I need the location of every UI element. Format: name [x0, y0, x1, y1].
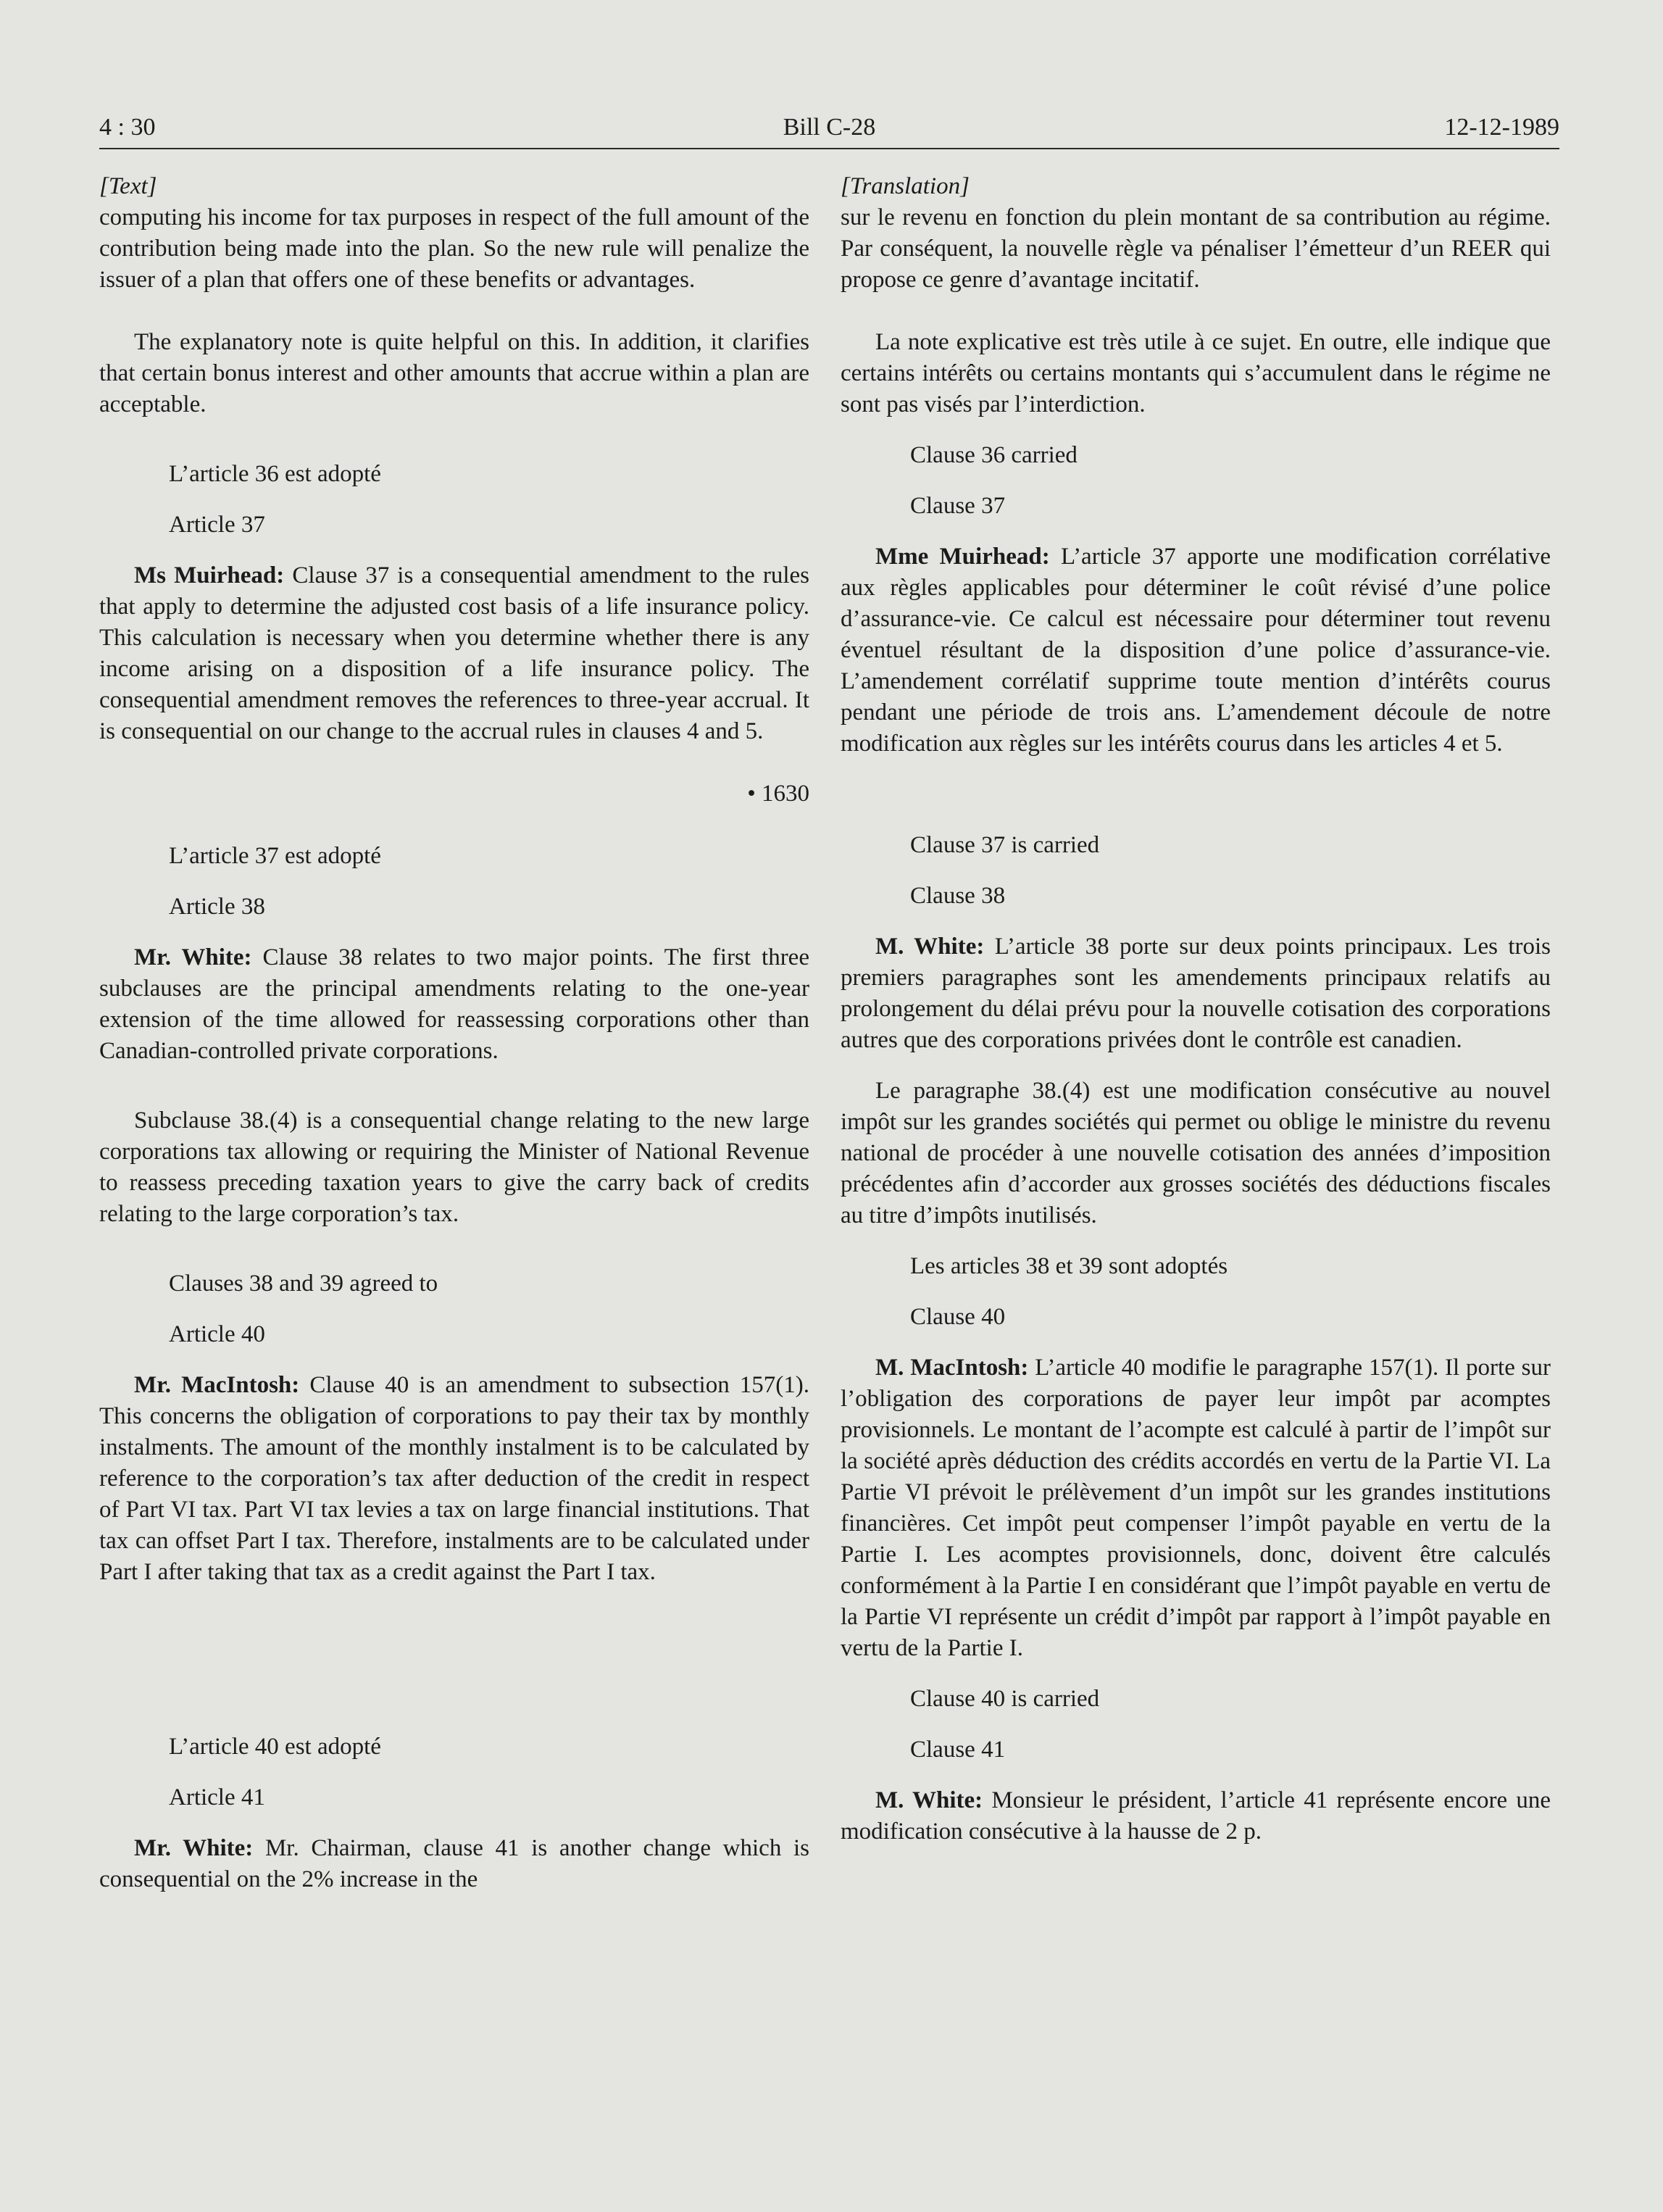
paragraph: The explanatory note is quite helpful on this. In addition, it clarifies that certain bonus interest and other amounts that accrue within a plan are acceptable.: [99, 329, 809, 417]
motion-line: L’article 37 est adopté: [169, 843, 381, 869]
motion-line: L’article 40 est adopté: [169, 1734, 381, 1760]
clause-heading: Article 41: [169, 1784, 265, 1810]
speaker-paragraph: [841, 1352, 1551, 1664]
speaker-paragraph: [841, 541, 1551, 760]
french-column: [841, 171, 1551, 1847]
speech-text: L’article 37 apporte une modification corrélative aux règles applicables pour déterminer le coût révisé d’une police d’assurance-vie. Ce calcul est nécessaire pour déterminer tout revenu éventuel résultant de la disposition d’une police d’assurance-vie. L’amendement corrélatif supprime toute mention d’intérêts courus pendant une période de trois ans. L’amendement découle de notre modification aux règles sur les intérêts courus dans les articles 4 et 5.: [841, 544, 1551, 757]
clause-heading: Article 38: [169, 894, 265, 920]
clause-heading: Article 40: [169, 1321, 265, 1347]
speaker-paragraph: [99, 942, 809, 1067]
speaker-paragraph: [99, 1370, 809, 1588]
clause-heading: Article 37: [169, 512, 265, 538]
speaker-name: Mr. White:: [134, 1835, 254, 1861]
speaker-paragraph: [99, 560, 809, 747]
motion-line: Clause 40 is carried: [910, 1686, 1100, 1712]
clause-heading: Clause 37: [910, 493, 1006, 519]
paragraph: sur le revenu en fonction du plein montant de sa contribution au régime. Par conséquent, la nouvelle règle va pénaliser l’émetteur d’un REER qui propose ce genre d’avantage incitatif.: [841, 204, 1551, 293]
speech-text: Clause 38 relates to two major points. The first three subclauses are the principal amendments relating to the one-year extension of the time allowed for reassessing corporations other than Canadian-controlled private corporations.: [99, 944, 809, 1064]
speech-text: Clause 37 is a consequential amendment to the rules that apply to determine the adjusted cost basis of a life insurance policy. This calculation is necessary when you determine whether there is any income arising on a disposition of a life insurance policy. The consequential amendment removes the references to three-year accrual. It is consequential on our change to the accrual rules in clauses 4 and 5.: [99, 562, 809, 744]
motion-line: L’article 36 est adopté: [169, 461, 381, 487]
speaker-name: Ms Muirhead:: [134, 562, 285, 589]
english-column: [99, 171, 809, 1895]
speaker-name: M. White:: [875, 1787, 983, 1813]
motion-line: Clause 37 is carried: [910, 832, 1100, 858]
speech-text: L’article 40 modifie le paragraphe 157(1). Il porte sur l’obligation des corporations de payer leur impôt par acomptes provisionnels. Le montant de l’acompte est calculé à partir de l’impôt sur la société après déduction des crédits accordés en vertu de la Partie VI. La Partie VI prévoit le prélèvement d’un impôt sur les grandes institutions financières. Cet impôt peut compenser l’impôt payable en vertu de la Partie I. Les acomptes provisionnels, donc, doivent être calculés conformément à la Partie I en considérant que l’impôt payable en vertu de la Partie VI représente un crédit d’impôt par rapport à l’impôt payable en vertu de la Partie I.: [841, 1355, 1551, 1661]
motion-line: Les articles 38 et 39 sont adoptés: [910, 1253, 1228, 1279]
speaker-paragraph: [841, 931, 1551, 1056]
sitting-date: 12-12-1989: [1444, 114, 1559, 141]
timestamp: • 1630: [747, 781, 809, 807]
clause-heading: Clause 38: [910, 883, 1006, 909]
speaker-name: Mr. MacIntosh:: [134, 1372, 300, 1398]
paragraph: Le paragraphe 38.(4) est une modification consécutive au nouvel impôt sur les grandes sociétés qui permet ou oblige le ministre du revenu national de procéder à une nouvelle cotisation des années d’imposition précédentes afin d’accorder aux grosses sociétés des déductions fiscales au titre d’impôts inutilisés.: [841, 1078, 1551, 1228]
speaker-paragraph: [99, 1833, 809, 1895]
clause-heading: Clause 40: [910, 1304, 1006, 1330]
text-marker: [Text]: [99, 173, 157, 199]
speech-text: L’article 38 porte sur deux points principaux. Les trois premiers paragraphes sont les amendements principaux relatifs au prolongement du délai prévu pour la nouvelle cotisation des corporations autres que des corporations privées dont le contrôle est canadien.: [841, 934, 1551, 1053]
page-header: [99, 110, 1559, 149]
speaker-name: Mr. White:: [134, 944, 252, 970]
speaker-paragraph: [841, 1785, 1551, 1847]
speech-text: Monsieur le président, l’article 41 représente encore une modification consécutive à la hausse de 2 p.: [841, 1787, 1551, 1845]
speaker-name: Mme Muirhead:: [875, 544, 1050, 570]
motion-line: Clause 36 carried: [910, 442, 1078, 468]
speech-text: Mr. Chairman, clause 41 is another change which is consequential on the 2% increase in the: [99, 1835, 810, 1892]
motion-line: Clauses 38 and 39 agreed to: [169, 1271, 438, 1297]
bill-title: Bill C-28: [783, 114, 876, 141]
speech-text: Clause 40 is an amendment to subsection 157(1). This concerns the obligation of corporations to pay their tax by monthly instalments. The amount of the monthly instalment is to be calculated by reference to the corporation’s tax after deduction of the credit in respect of Part VI tax. Part VI tax levies a tax on large financial institutions. That tax can offset Part I tax. Therefore, instalments are to be calculated under Part I after taking that tax as a credit against the Part I tax.: [99, 1372, 809, 1585]
page-number: 4 : 30: [99, 114, 156, 141]
translation-marker: [Translation]: [841, 173, 970, 199]
paragraph: La note explicative est très utile à ce sujet. En outre, elle indique que certains intérêts ou certains montants qui s’accumulent dans le régime ne sont pas visés par l’interdiction.: [841, 329, 1551, 417]
paragraph: Subclause 38.(4) is a consequential change relating to the new large corporations tax allowing or requiring the Minister of National Revenue to reassess preceding taxation years to give the carry back of credits relating to the large corporation’s tax.: [99, 1107, 809, 1227]
paragraph: computing his income for tax purposes in respect of the full amount of the contribution being made into the plan. So the new rule will penalize the issuer of a plan that offers one of these benefits or advantages.: [99, 204, 809, 293]
speaker-name: M. MacIntosh:: [875, 1355, 1029, 1381]
speaker-name: M. White:: [875, 934, 985, 960]
clause-heading: Clause 41: [910, 1737, 1006, 1763]
